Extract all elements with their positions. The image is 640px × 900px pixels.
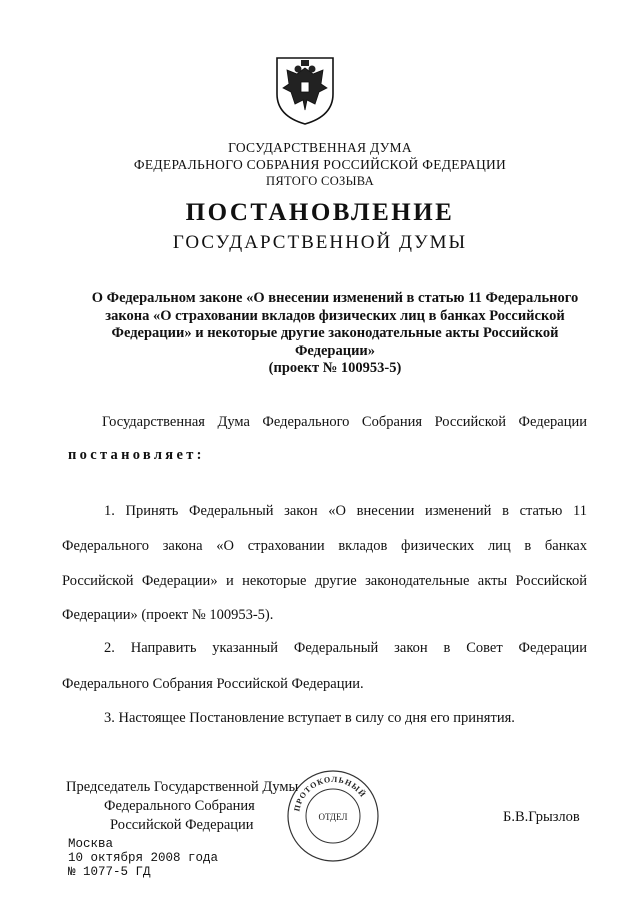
item-2-line: Федерального Собрания Российской Федерации.	[62, 676, 364, 692]
subject-line: Федерации»	[294, 342, 376, 359]
item-1-line: 1. Принять Федеральный закон «О внесении изменений в статью 11	[104, 503, 587, 519]
protocol-stamp	[285, 768, 381, 864]
item-1-line: Федерального закона «О страховании вкладов физических лиц в банках	[62, 538, 587, 554]
resolves-heading: постановляет:	[68, 447, 205, 463]
subject-line: (проект № 100953-5)	[268, 360, 402, 377]
signatory-name: Б.В.Грызлов	[503, 809, 580, 825]
item-1-line: Российской Федерации» и некоторые другие законодательные акты Российской	[62, 573, 587, 589]
signature-position-line: Российской Федерации	[110, 817, 254, 833]
coat-of-arms-icon	[273, 54, 337, 126]
subject-line: Федерации» и некоторые другие законодательные акты Российской	[111, 325, 559, 342]
footer-number: № 1077-5 ГД	[68, 865, 151, 879]
document-title: ПОСТАНОВЛЕНИЕ	[185, 199, 455, 226]
item-2-line: 2. Направить указанный Федеральный закон в Совет Федерации	[104, 640, 587, 656]
signature-position-line: Федерального Собрания	[104, 798, 255, 814]
stamp-center-text: ОТДЕЛ	[318, 812, 348, 822]
document-subject	[75, 290, 595, 378]
item-3-paragraph: 3. Настоящее Постановление вступает в силу со дня его принятия.	[104, 710, 515, 726]
org-line-2: ФЕДЕРАЛЬНОГО СОБРАНИЯ РОССИЙСКОЙ ФЕДЕРАЦИИ	[133, 157, 507, 172]
subject-line: О Федеральном законе «О внесении изменений в статью 11 Федерального	[91, 290, 579, 306]
org-line-1: ГОСУДАРСТВЕННАЯ ДУМА	[228, 140, 412, 155]
subject-line: закона «О страховании вкладов физических лиц в банках Российской	[105, 307, 565, 324]
org-line-3: ПЯТОГО СОЗЫВА	[266, 174, 374, 188]
footer-city: Москва	[68, 837, 114, 851]
document-subtitle: ГОСУДАРСТВЕННОЙ ДУМЫ	[172, 232, 468, 253]
intro-paragraph: Государственная Дума Федерального Собрания Российской Федерации	[102, 414, 587, 430]
footer-date: 10 октября 2008 года	[68, 851, 219, 865]
item-1-line: Федерации» (проект № 100953-5).	[62, 607, 274, 623]
stamp-ring-text: ПРОТОКОЛЬНЫЙ	[292, 774, 368, 813]
signature-position-line: Председатель Государственной Думы	[66, 779, 299, 795]
